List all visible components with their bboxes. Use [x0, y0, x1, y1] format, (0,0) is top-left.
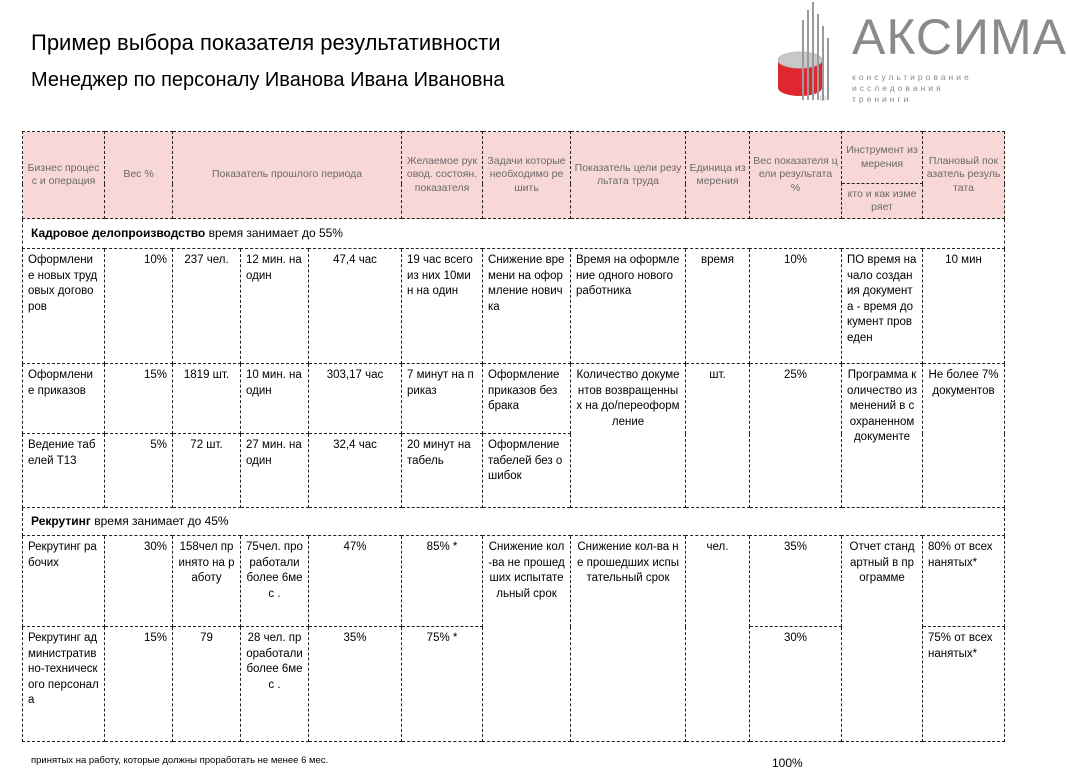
cell-desired: 20 минут на табель	[402, 434, 483, 508]
registered-mark: ®	[820, 94, 826, 103]
cell-process: Оформление приказов	[23, 364, 105, 434]
cell-tool: Отчет стандартный в программе	[842, 536, 923, 742]
section-note: время занимает до 55%	[208, 225, 343, 240]
section-row	[23, 508, 1005, 536]
cell-past-time: 27 мин. на один	[241, 434, 309, 508]
cell-plan: Не более 7% документов	[923, 364, 1005, 508]
cell-tasks: Снижение времени на оформление новичка	[483, 249, 571, 364]
cell-plan: 10 мин	[923, 249, 1005, 364]
page-title: Пример выбора показателя результативности	[31, 30, 501, 55]
cell-goal: Снижение кол-ва не прошедших испытательный срок	[571, 536, 686, 742]
cell-weight: 30%	[105, 536, 173, 627]
kpi-table	[22, 131, 1005, 742]
section-title: Кадровое делопроизводство	[31, 225, 206, 240]
cell-past-count: 158чел принято на работу	[173, 536, 241, 627]
cell-tool: Программа количество изменений в сохраненном документе	[842, 364, 923, 508]
cell-process: Ведение табелей Т13	[23, 434, 105, 508]
cell-unit: время	[686, 249, 750, 364]
cell-desired: 7 минут на приказ	[402, 364, 483, 434]
section-title: Рекрутинг	[31, 513, 91, 528]
cell-unit: чел.	[686, 536, 750, 742]
footnote: принятых на работу, которые должны проработать не менее 6 мес.	[31, 755, 329, 766]
cell-past-time: 75чел. проработали более 6мес .	[241, 536, 309, 627]
cell-past-time: 28 чел. проработали более 6мес .	[241, 627, 309, 742]
cell-goal: Время на оформление одного нового работника	[571, 249, 686, 364]
section-note: время занимает до 45%	[94, 513, 229, 528]
cell-tasks: Оформление табелей без ошибок	[483, 434, 571, 508]
cell-past-count: 1819 шт.	[173, 364, 241, 434]
header-tool: Инструмент измерения	[842, 132, 923, 184]
cell-plan: 75% от всех нанятых*	[923, 627, 1005, 742]
cell-weight: 15%	[105, 627, 173, 742]
cell-process: Рекрутинг рабочих	[23, 536, 105, 627]
cell-past-count: 79	[173, 627, 241, 742]
cell-weight: 10%	[105, 249, 173, 364]
header-unit: Единица измерения	[686, 132, 750, 219]
header-tool-who: кто и как измеряет	[842, 184, 923, 219]
logo-tagline-3: тренинги	[852, 94, 912, 104]
cell-goal-weight: 25%	[750, 364, 842, 508]
header-desired: Желаемое руковод. состоян. показателя	[402, 132, 483, 219]
cell-past-count: 72 шт.	[173, 434, 241, 508]
cell-goal-weight: 30%	[750, 627, 842, 742]
header-weight: Вес %	[105, 132, 173, 219]
header-process: Бизнес процесс и операция	[23, 132, 105, 219]
cell-goal-weight: 10%	[750, 249, 842, 364]
cell-goal-weight: 35%	[750, 536, 842, 627]
page-subtitle: Менеджер по персоналу Иванова Ивана Ивановна	[31, 69, 505, 91]
logo-tagline-2: исследования	[852, 83, 944, 93]
header-plan: Плановый показатель результата	[923, 132, 1005, 219]
cell-past-total: 32,4 час	[309, 434, 402, 508]
cell-goal: Количество документов возвращенных на до/переоформление	[571, 364, 686, 508]
cell-desired: 19 час всего из них 10мин на один	[402, 249, 483, 364]
cell-desired: 75% *	[402, 627, 483, 742]
cell-past-total: 35%	[309, 627, 402, 742]
cell-plan: 80% от всех нанятых*	[923, 536, 1005, 627]
cell-tasks: Снижение кол-ва не прошедших испытательный срок	[483, 536, 571, 742]
total-weight: 100%	[772, 756, 803, 770]
cell-weight: 15%	[105, 364, 173, 434]
cell-past-count: 237 чел.	[173, 249, 241, 364]
cell-past-total: 47,4 час	[309, 249, 402, 364]
section-row	[23, 219, 1005, 249]
cell-past-total: 47%	[309, 536, 402, 627]
header-goal: Показатель цели результата труда	[571, 132, 686, 219]
header-tasks: Задачи которые необходимо решить	[483, 132, 571, 219]
cell-past-time: 12 мин. на один	[241, 249, 309, 364]
logo-name: АКСИМА	[852, 9, 1067, 65]
header-goal-weight: Вес показателя цели результата %	[750, 132, 842, 219]
cell-tool: ПО время начало создания документа - время документ проведен	[842, 249, 923, 364]
cell-tasks: Оформление приказов без брака	[483, 364, 571, 434]
cell-weight: 5%	[105, 434, 173, 508]
cell-past-time: 10 мин. на один	[241, 364, 309, 434]
cell-past-total: 303,17 час	[309, 364, 402, 434]
cell-process: Рекрутинг административно-технического персонала	[23, 627, 105, 742]
cell-desired: 85% *	[402, 536, 483, 627]
logo-tagline-1: консультирование	[852, 72, 972, 82]
cell-unit: шт.	[686, 364, 750, 508]
header-past-period: Показатель прошлого периода	[173, 132, 402, 219]
cell-process: Оформление новых трудовых договоров	[23, 249, 105, 364]
